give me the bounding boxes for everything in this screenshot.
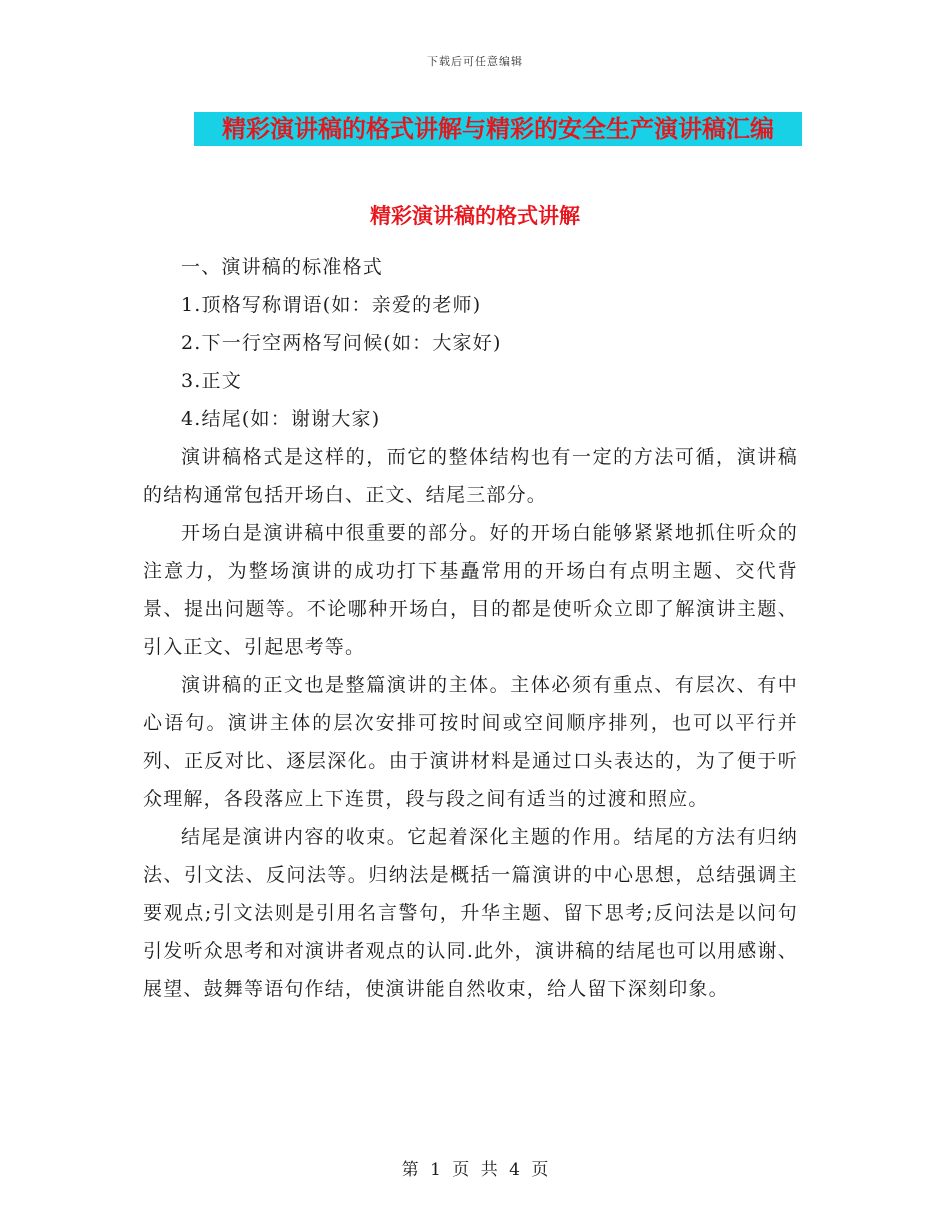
paragraph: 1.顶格写称谓语(如：亲爱的老师)	[181, 294, 482, 316]
paragraph: 演讲稿的正文也是整篇演讲的主体。主体必须有重点、有层次、有中心语句。演讲主体的层次安排可按时间或空间顺序排列，也可以平行并列、正反对比、逐层深化。由于演讲材料是通过口头表达的，为了便于听众理解，各段落应上下连贯，段与段之间有适当的过渡和照应。	[143, 674, 798, 810]
section-title: 精彩演讲稿的格式讲解	[370, 203, 580, 228]
paragraph: 3.正文	[181, 370, 242, 392]
paragraph: 结尾是演讲内容的收束。它起着深化主题的作用。结尾的方法有归纳法、引文法、反问法等。归纳法是概括一篇演讲的中心思想，总结强调主要观点;引文法则是引用名言警句，升华主题、留下思考;反问法是以问句引发听众思考和对演讲者观点的认同.此外，演讲稿的结尾也可以用感谢、展望、鼓舞等语句作结，使演讲能自然收束，给人留下深刻印象。	[143, 826, 798, 1000]
paragraph: 一、演讲稿的标准格式	[181, 256, 384, 278]
paragraph: 开场白是演讲稿中很重要的部分。好的开场白能够紧紧地抓住听众的注意力，为整场演讲的成功打下基矗常用的开场白有点明主题、交代背景、提出问题等。不论哪种开场白，目的都是使听众立即了解演讲主题、引入正文、引起思考等。	[143, 522, 798, 658]
paragraph: 演讲稿格式是这样的，而它的整体结构也有一定的方法可循，演讲稿的结构通常包括开场白、正文、结尾三部分。	[143, 446, 798, 506]
page-header-note: 下载后可任意编辑	[427, 55, 523, 68]
document-body	[143, 248, 798, 1008]
paragraph: 4.结尾(如：谢谢大家)	[181, 408, 381, 430]
paragraph: 2.下一行空两格写问候(如：大家好)	[181, 332, 502, 354]
main-title: 精彩演讲稿的格式讲解与精彩的安全生产演讲稿汇编	[222, 114, 774, 143]
page-footer: 第 1 页 共 4 页	[401, 1160, 549, 1180]
main-title-highlight	[194, 112, 802, 146]
